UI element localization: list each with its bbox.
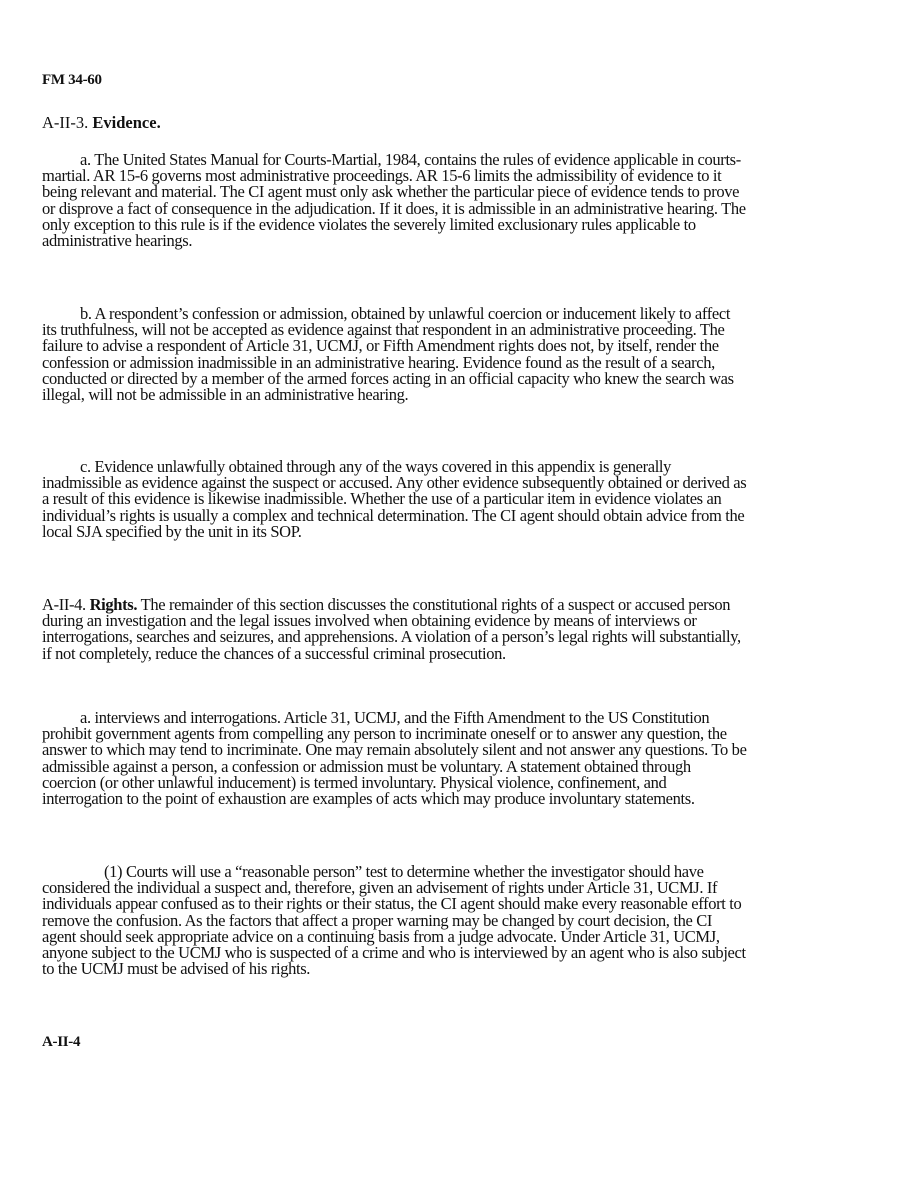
paragraph-rights-intro xyxy=(42,597,747,662)
rights-intro-text: The remainder of this section discusses the constitutional rights of a suspect or accused person during an investigation and the legal issues involved when obtaining evidence by means of interviews or interrogations, searches and seizures, and apprehensions. A violation of a person’s legal rights will substantially, if not completely, reduce the chances of a successful criminal prosecution. xyxy=(42,595,741,663)
section-number: A-II-3. xyxy=(42,113,89,132)
paragraph-evidence-a: a. The United States Manual for Courts-Martial, 1984, contains the rules of evidence applicable in courts-martial. AR 15-6 governs most administrative proceedings. AR 15-6 limits the admissibility of evidence to it being relevant and material. The CI agent must only ask whether the particular piece of evidence tends to prove or disprove a fact of consequence in the adjudication. If it does, it is admissible in an administrative hearing. The only exception to this rule is if the evidence violates the severely limited exclusionary rules applicable to administrative hearings. xyxy=(42,150,746,251)
paragraph-evidence-c: c. Evidence unlawfully obtained through any of the ways covered in this appendix is generally inadmissible as evidence against the suspect or accused. Any other evidence subsequently obtained or derived as a result of this evidence is likewise inadmissible. Whether the use of a particular item in evidence violates an individual’s rights is usually a complex and technical determination. The CI agent should obtain advice from the local SJA specified by the unit in its SOP. xyxy=(42,457,747,541)
paragraph-rights-a1: (1) Courts will use a “reasonable person” test to determine whether the investigator should have considered the individual a suspect and, therefore, given an advisement of rights under Article 31, UCMJ. If individuals appear confused as to their rights or their status, the CI agent should make every reasonable effort to remove the confusion. As the factors that affect a proper warning may be changed by court decision, the CI agent should seek appropriate advice on a continuing basis from a judge advocate. Under Article 31, UCMJ, anyone subject to the UCMJ who is suspected of a crime and who is interviewed by an agent who is also subject to the UCMJ must be advised of his rights. xyxy=(42,862,746,979)
section-number: A-II-4. xyxy=(42,595,86,614)
document-id: FM 34-60 xyxy=(42,72,102,88)
paragraph-rights-a: a. interviews and interrogations. Article 31, UCMJ, and the Fifth Amendment to the US Constitution prohibit government agents from compelling any person to incriminate oneself or to answer any question, the answer to which may tend to incriminate. One may remain absolutely silent and not answer any questions. To be admissible against a person, a confession or admission must be voluntary. A statement obtained through coercion (or other unlawful inducement) is termed involuntary. Physical violence, confinement, and interrogation to the point of exhaustion are examples of acts which may produce involuntary statements. xyxy=(42,708,747,809)
page-number: A-II-4 xyxy=(42,1034,81,1050)
section-heading-evidence xyxy=(42,114,161,132)
section-title: Rights. xyxy=(89,595,138,614)
section-title: Evidence. xyxy=(92,113,161,132)
paragraph-evidence-b: b. A respondent’s confession or admission, obtained by unlawful coercion or inducement likely to affect its truthfulness, will not be accepted as evidence against that respondent in an administrative proceeding. The failure to advise a respondent of Article 31, UCMJ, or Fifth Amendment rights does not, by itself, render the confession or admission inadmissible in an administrative hearing. Evidence found as the result of a search, conducted or directed by a member of the armed forces acting in an official capacity who knew the search was illegal, will not be admissible in an administrative hearing. xyxy=(42,304,734,405)
